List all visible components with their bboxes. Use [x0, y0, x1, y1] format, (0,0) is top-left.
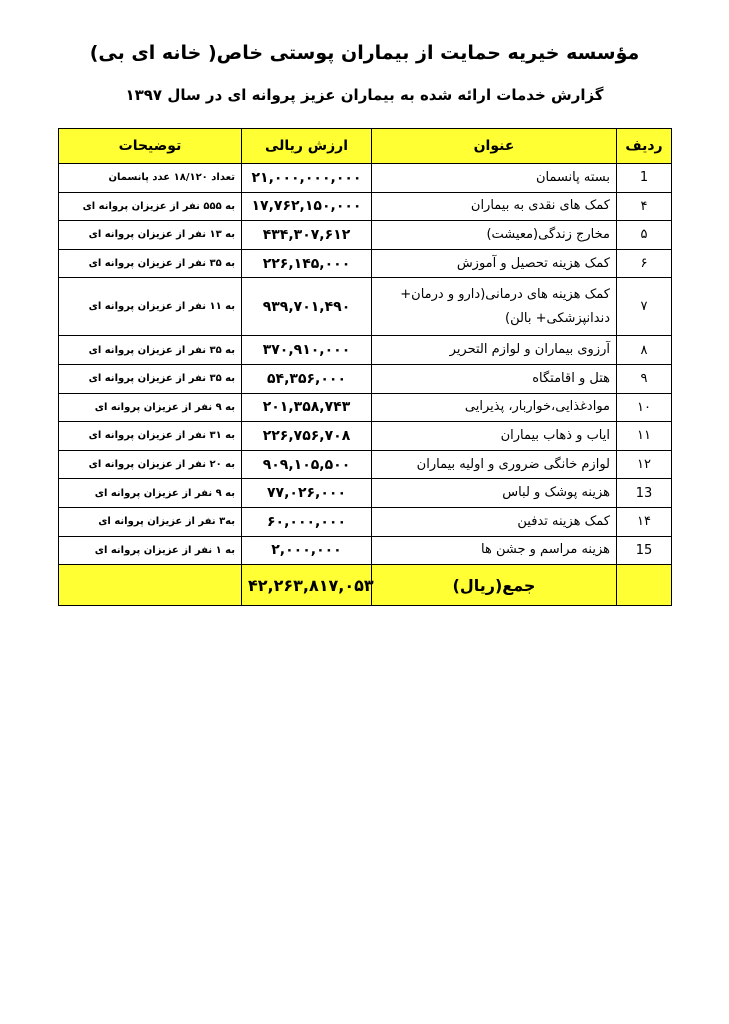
total-empty-cell	[617, 565, 672, 606]
row-number: 1	[617, 164, 672, 193]
table-row	[59, 164, 672, 193]
row-number: 13	[617, 479, 672, 508]
total-value: ۴۲,۲۶۳,۸۱۷,۰۵۳	[242, 565, 372, 606]
row-value: ۲۲۶,۱۴۵,۰۰۰	[242, 249, 372, 278]
header-onvan: عنوان	[372, 129, 617, 164]
table-row	[59, 336, 672, 365]
document-title: مؤسسه خیریه حمایت از بیماران پوستی خاص( خانه ای بی)	[89, 42, 640, 64]
row-description: به ۱۱ نفر از عزیزان پروانه ای	[59, 278, 242, 336]
row-number: ۴	[617, 192, 672, 221]
row-description: به۳ نفر از عزیزان پروانه ای	[59, 507, 242, 536]
services-report-table	[58, 128, 672, 606]
row-number: ۹	[617, 364, 672, 393]
row-description: به ۱۳ نفر از عزیزان پروانه ای	[59, 221, 242, 250]
row-description: به ۳۱ نفر از عزیزان پروانه ای	[59, 422, 242, 451]
table-row	[59, 536, 672, 565]
row-value: ۱۷,۷۶۲,۱۵۰,۰۰۰	[242, 192, 372, 221]
row-title: کمک هزینه تدفین	[372, 507, 617, 536]
row-number: ۶	[617, 249, 672, 278]
row-number: ۱۱	[617, 422, 672, 451]
total-empty-cell	[59, 565, 242, 606]
row-title: ایاب و ذهاب بیماران	[372, 422, 617, 451]
table-row	[59, 507, 672, 536]
row-value: ۲۱,۰۰۰,۰۰۰,۰۰۰	[242, 164, 372, 193]
row-value: ۹۳۹,۷۰۱,۴۹۰	[242, 278, 372, 336]
table-row	[59, 450, 672, 479]
row-title: هزینه مراسم و جشن ها	[372, 536, 617, 565]
header-radif: ردیف	[617, 129, 672, 164]
row-title: بسته پانسمان	[372, 164, 617, 193]
row-title: کمک های نقدی به بیماران	[372, 192, 617, 221]
row-description: به ۹ نفر از عزیزان پروانه ای	[59, 479, 242, 508]
row-title: آرزوی بیماران و لوازم التحریر	[372, 336, 617, 365]
table-row	[59, 364, 672, 393]
row-value: ۲,۰۰۰,۰۰۰	[242, 536, 372, 565]
row-title: کمک هزینه های درمانی(دارو و درمان+ دندانپزشکی+ بالن)	[372, 278, 617, 336]
document-subtitle: گزارش خدمات ارائه شده به بیماران عزیز پروانه ای در سال ۱۳۹۷	[125, 86, 604, 104]
row-number: ۱۴	[617, 507, 672, 536]
row-number: ۸	[617, 336, 672, 365]
row-number: ۱۰	[617, 393, 672, 422]
row-description: به ۹ نفر از عزیزان پروانه ای	[59, 393, 242, 422]
row-title: مخارج زندگی(معیشت)	[372, 221, 617, 250]
row-description: به ۲۰ نفر از عزیزان پروانه ای	[59, 450, 242, 479]
row-description: به ۵۵۵ نفر از عزیزان پروانه ای	[59, 192, 242, 221]
row-number: ۵	[617, 221, 672, 250]
row-value: ۵۴,۳۵۶,۰۰۰	[242, 364, 372, 393]
row-description: تعداد ۱۸/۱۲۰ عدد پانسمان	[59, 164, 242, 193]
header-tozihat: توضیحات	[59, 129, 242, 164]
row-value: ۲۲۶,۷۵۶,۷۰۸	[242, 422, 372, 451]
total-label: جمع(ریال)	[372, 565, 617, 606]
row-value: ۳۷۰,۹۱۰,۰۰۰	[242, 336, 372, 365]
row-value: ۷۷,۰۲۶,۰۰۰	[242, 479, 372, 508]
total-row	[59, 565, 672, 606]
table-row	[59, 192, 672, 221]
row-description: به ۱ نفر از عزیزان پروانه ای	[59, 536, 242, 565]
row-title: هتل و اقامتگاه	[372, 364, 617, 393]
row-title: موادغذایی،خواربار، پذیرایی	[372, 393, 617, 422]
row-title: کمک هزینه تحصیل و آموزش	[372, 249, 617, 278]
row-title: لوازم خانگی ضروری و اولیه بیماران	[372, 450, 617, 479]
row-value: ۶۰,۰۰۰,۰۰۰	[242, 507, 372, 536]
row-value: ۲۰۱,۳۵۸,۷۴۳	[242, 393, 372, 422]
table-row	[59, 278, 672, 336]
row-number: ۱۲	[617, 450, 672, 479]
table-row	[59, 249, 672, 278]
row-value: ۹۰۹,۱۰۵,۵۰۰	[242, 450, 372, 479]
row-title: هزینه پوشک و لباس	[372, 479, 617, 508]
row-number: ۷	[617, 278, 672, 336]
table-header-row	[59, 129, 672, 164]
table-row	[59, 479, 672, 508]
header-arzesh: ارزش ریالی	[242, 129, 372, 164]
row-number: 15	[617, 536, 672, 565]
table-row	[59, 221, 672, 250]
table-row	[59, 422, 672, 451]
row-description: به ۳۵ نفر از عزیزان پروانه ای	[59, 364, 242, 393]
row-description: به ۳۵ نفر از عزیزان پروانه ای	[59, 336, 242, 365]
row-value: ۴۳۴,۳۰۷,۶۱۲	[242, 221, 372, 250]
row-description: به ۳۵ نفر از عزیزان پروانه ای	[59, 249, 242, 278]
table-row	[59, 393, 672, 422]
